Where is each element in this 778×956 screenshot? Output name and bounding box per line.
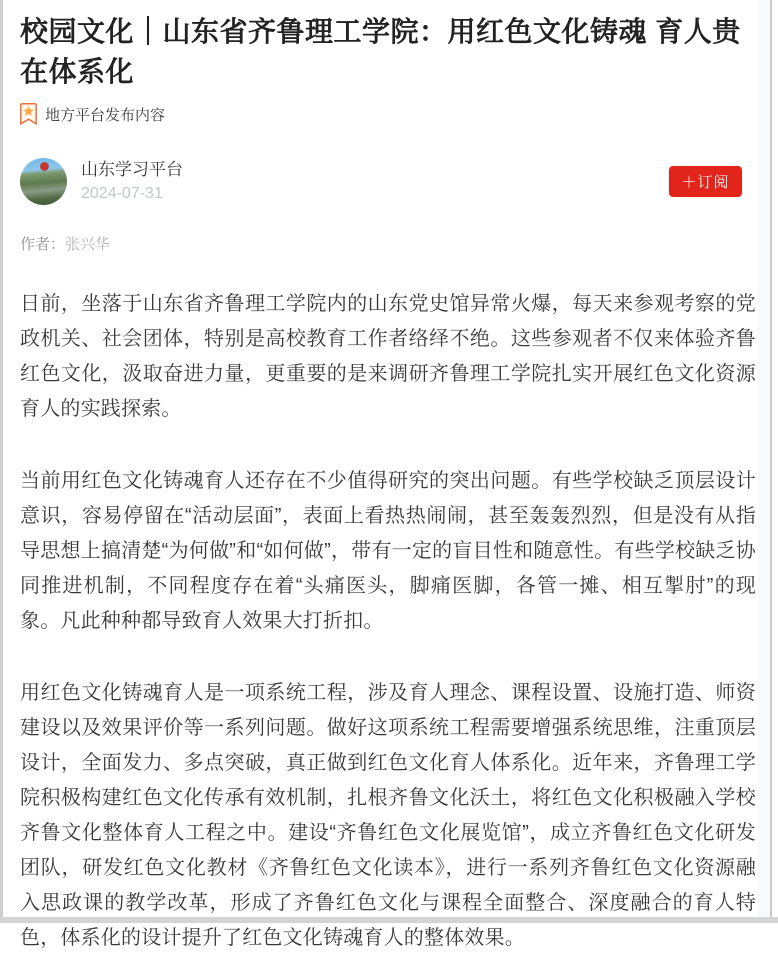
badge-label: 地方平台发布内容	[45, 106, 166, 124]
bookmark-star-icon	[20, 103, 37, 125]
article-body	[20, 287, 756, 956]
author-line	[20, 234, 756, 256]
author-name: 张兴华	[65, 236, 111, 253]
article-title: 校园文化｜山东省齐鲁理工学院：用红色文化铸魂 育人贵在体系化	[20, 16, 741, 87]
publisher-name[interactable]: 山东学习平台	[81, 160, 183, 179]
paragraph: 当前用红色文化铸魂育人还存在不少值得研究的突出问题。有些学校缺乏顶层设计意识，容易停留在“活动层面”，表面上看热热闹闹，甚至轰轰烈烈，但是没有从指导思想上搞清楚“为何做”和“如何做”，带有一定的盲目性和随意性。有些学校缺乏协同推进机制，不同程度存在着“头痛医头，脚痛医脚，各管一摊、相互掣肘”的现象。凡此种种都导致育人效果大打折扣。	[20, 470, 756, 632]
window-right-edge	[770, 0, 772, 917]
paragraph: 日前，坐落于山东省齐鲁理工学院内的山东党史馆异常火爆，每天来参观考察的党政机关、社会团体，特别是高校教育工作者络绎不绝。这些参观者不仅来体验齐鲁红色文化，汲取奋进力量，更重要的是来调研齐鲁理工学院扎实开展红色文化资源育人的实践探索。	[20, 293, 756, 420]
publisher-info	[81, 159, 183, 204]
avatar[interactable]	[20, 158, 67, 205]
window-left-edge	[0, 0, 3, 923]
author-label: 作者：	[20, 236, 66, 253]
window-bottom-edge	[0, 917, 778, 923]
platform-badge	[20, 103, 756, 125]
paragraph: 用红色文化铸魂育人是一项系统工程，涉及育人理念、课程设置、设施打造、师资建设以及效果评价等一系列问题。做好这项系统工程需要增强系统思维，注重顶层设计，全面发力、多点突破，真正做到红色文化育人体系化。近年来，齐鲁理工学院积极构建红色文化传承有效机制，扎根齐鲁文化沃土，将红色文化积极融入学校齐鲁文化整体育人工程之中。建设“齐鲁红色文化展览馆”，成立齐鲁红色文化研发团队，研发红色文化教材《齐鲁红色文化读本》，进行一系列齐鲁红色文化资源融入思政课的教学改革，形成了齐鲁红色文化与课程全面整合、深度融合的育人特色，体系化的设计提升了红色文化铸魂育人的整体效果。	[20, 682, 756, 949]
subscribe-button[interactable]: ＋订阅	[669, 166, 742, 197]
publish-date: 2024-07-31	[81, 185, 163, 202]
publisher-row	[20, 158, 756, 205]
